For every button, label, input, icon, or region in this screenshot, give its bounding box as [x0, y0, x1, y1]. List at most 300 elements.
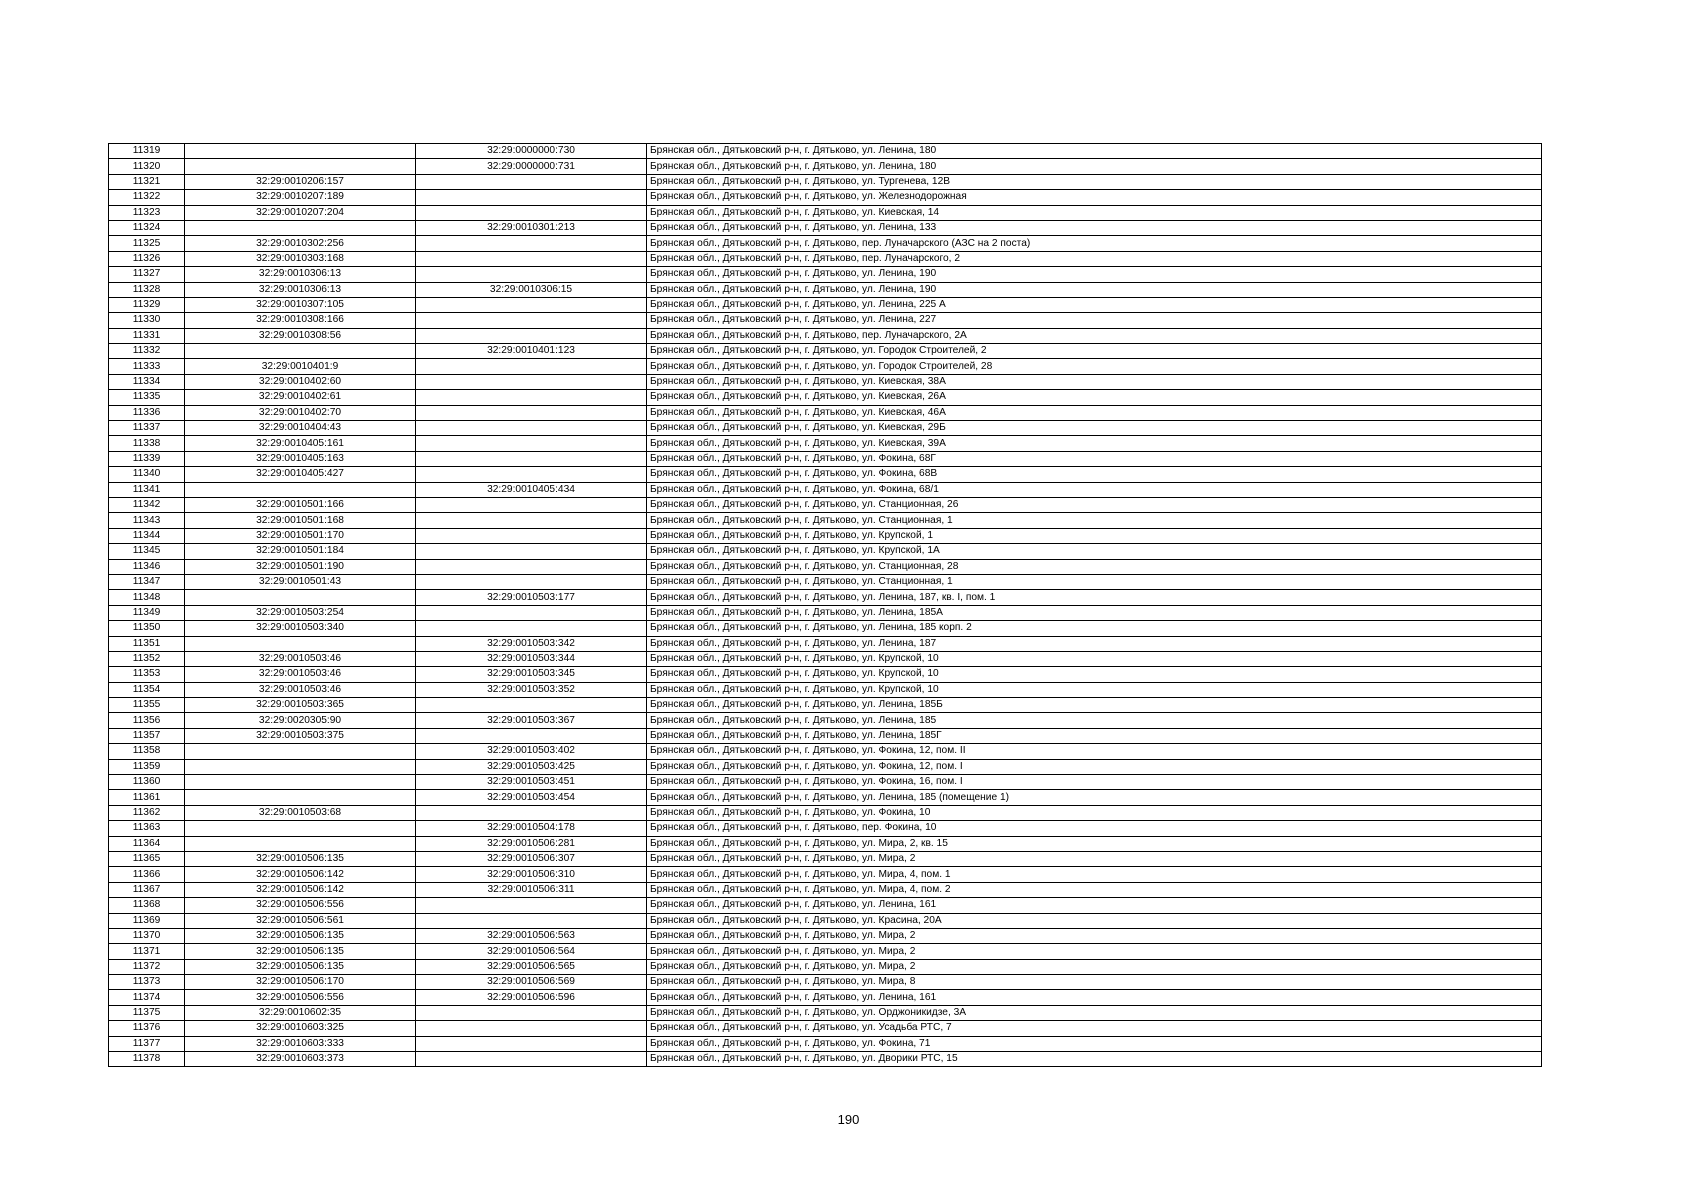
- table-row: [109, 436, 1542, 451]
- cadastral-number-cell: [185, 744, 416, 759]
- row-number-cell: 11366: [109, 867, 185, 882]
- related-cadastral-number-cell: [416, 528, 647, 543]
- row-number-cell: 11320: [109, 159, 185, 174]
- row-number-cell: 11354: [109, 682, 185, 697]
- table-row: [109, 374, 1542, 389]
- address-cell: Брянская обл., Дятьковский р-н, г. Дятьково, ул. Крупской, 1А: [647, 544, 1542, 559]
- table-row: [109, 528, 1542, 543]
- table-row: [109, 359, 1542, 374]
- related-cadastral-number-cell: [416, 898, 647, 913]
- cadastral-number-cell: 32:29:0010405:163: [185, 451, 416, 466]
- table-row: [109, 651, 1542, 666]
- cadastral-number-cell: 32:29:0010405:427: [185, 467, 416, 482]
- related-cadastral-number-cell: [416, 436, 647, 451]
- related-cadastral-number-cell: [416, 451, 647, 466]
- cadastral-number-cell: 32:29:0010503:46: [185, 667, 416, 682]
- address-cell: Брянская обл., Дятьковский р-н, г. Дятьково, ул. Станционная, 1: [647, 574, 1542, 589]
- cadastral-number-cell: 32:29:0010207:189: [185, 190, 416, 205]
- related-cadastral-number-cell: [416, 728, 647, 743]
- related-cadastral-number-cell: [416, 405, 647, 420]
- cadastral-number-cell: 32:29:0010506:556: [185, 990, 416, 1005]
- related-cadastral-number-cell: 32:29:0010503:352: [416, 682, 647, 697]
- address-cell: Брянская обл., Дятьковский р-н, г. Дятьково, ул. Ленина, 185А: [647, 605, 1542, 620]
- cadastral-number-cell: 32:29:0020305:90: [185, 713, 416, 728]
- cadastral-number-cell: 32:29:0010302:256: [185, 236, 416, 251]
- cadastral-number-cell: 32:29:0010506:135: [185, 928, 416, 943]
- cadastral-number-cell: [185, 220, 416, 235]
- row-number-cell: 11335: [109, 390, 185, 405]
- address-cell: Брянская обл., Дятьковский р-н, г. Дятьково, ул. Станционная, 26: [647, 497, 1542, 512]
- cadastral-number-cell: 32:29:0010206:157: [185, 174, 416, 189]
- address-cell: Брянская обл., Дятьковский р-н, г. Дятьково, ул. Киевская, 14: [647, 205, 1542, 220]
- address-cell: Брянская обл., Дятьковский р-н, г. Дятьково, ул. Ленина, 225 А: [647, 297, 1542, 312]
- table-row: [109, 851, 1542, 866]
- row-number-cell: 11322: [109, 190, 185, 205]
- related-cadastral-number-cell: 32:29:0010405:434: [416, 482, 647, 497]
- row-number-cell: 11372: [109, 959, 185, 974]
- address-cell: Брянская обл., Дятьковский р-н, г. Дятьково, ул. Дворики РТС, 15: [647, 1052, 1542, 1067]
- table-row: [109, 836, 1542, 851]
- row-number-cell: 11334: [109, 374, 185, 389]
- address-cell: Брянская обл., Дятьковский р-н, г. Дятьково, пер. Луначарского (АЗС на 2 поста): [647, 236, 1542, 251]
- cadastral-number-cell: 32:29:0010501:43: [185, 574, 416, 589]
- cadastral-number-cell: 32:29:0010503:375: [185, 728, 416, 743]
- cadastral-number-cell: 32:29:0010506:556: [185, 898, 416, 913]
- address-cell: Брянская обл., Дятьковский р-н, г. Дятьково, ул. Ленина, 185Г: [647, 728, 1542, 743]
- address-cell: Брянская обл., Дятьковский р-н, г. Дятьково, ул. Мира, 4, пом. 1: [647, 867, 1542, 882]
- cadastral-number-cell: 32:29:0010307:105: [185, 297, 416, 312]
- table-row: [109, 867, 1542, 882]
- address-cell: Брянская обл., Дятьковский р-н, г. Дятьково, ул. Ленина, 187, кв. I, пом. 1: [647, 590, 1542, 605]
- cadastral-number-cell: [185, 775, 416, 790]
- row-number-cell: 11345: [109, 544, 185, 559]
- cadastral-number-cell: 32:29:0010506:135: [185, 959, 416, 974]
- table-row: [109, 805, 1542, 820]
- table-row: [109, 559, 1542, 574]
- related-cadastral-number-cell: [416, 621, 647, 636]
- related-cadastral-number-cell: 32:29:0010301:213: [416, 220, 647, 235]
- row-number-cell: 11361: [109, 790, 185, 805]
- row-number-cell: 11324: [109, 220, 185, 235]
- related-cadastral-number-cell: [416, 190, 647, 205]
- related-cadastral-number-cell: 32:29:0010503:425: [416, 759, 647, 774]
- table-row: [109, 1036, 1542, 1051]
- related-cadastral-number-cell: 32:29:0010506:563: [416, 928, 647, 943]
- table-row: [109, 390, 1542, 405]
- address-cell: Брянская обл., Дятьковский р-н, г. Дятьково, пер. Луначарского, 2А: [647, 328, 1542, 343]
- registry-table: [108, 143, 1542, 1067]
- cadastral-number-cell: 32:29:0010402:60: [185, 374, 416, 389]
- related-cadastral-number-cell: [416, 174, 647, 189]
- related-cadastral-number-cell: 32:29:0010503:451: [416, 775, 647, 790]
- table-row: [109, 174, 1542, 189]
- row-number-cell: 11325: [109, 236, 185, 251]
- table-row: [109, 928, 1542, 943]
- address-cell: Брянская обл., Дятьковский р-н, г. Дятьково, ул. Ленина, 185: [647, 713, 1542, 728]
- cadastral-number-cell: [185, 144, 416, 159]
- cadastral-number-cell: [185, 836, 416, 851]
- related-cadastral-number-cell: 32:29:0010506:565: [416, 959, 647, 974]
- row-number-cell: 11327: [109, 267, 185, 282]
- row-number-cell: 11349: [109, 605, 185, 620]
- address-cell: Брянская обл., Дятьковский р-н, г. Дятьково, ул. Киевская, 46А: [647, 405, 1542, 420]
- table-row: [109, 728, 1542, 743]
- related-cadastral-number-cell: [416, 1036, 647, 1051]
- row-number-cell: 11358: [109, 744, 185, 759]
- address-cell: Брянская обл., Дятьковский р-н, г. Дятьково, ул. Ленина, 185 корп. 2: [647, 621, 1542, 636]
- table-row: [109, 821, 1542, 836]
- related-cadastral-number-cell: [416, 1021, 647, 1036]
- row-number-cell: 11359: [109, 759, 185, 774]
- cadastral-number-cell: 32:29:0010306:13: [185, 282, 416, 297]
- related-cadastral-number-cell: [416, 497, 647, 512]
- table-row: [109, 744, 1542, 759]
- table-row: [109, 590, 1542, 605]
- related-cadastral-number-cell: [416, 513, 647, 528]
- table-row: [109, 251, 1542, 266]
- table-row: [109, 574, 1542, 589]
- row-number-cell: 11329: [109, 297, 185, 312]
- row-number-cell: 11323: [109, 205, 185, 220]
- cadastral-number-cell: 32:29:0010506:170: [185, 975, 416, 990]
- cadastral-number-cell: 32:29:0010501:184: [185, 544, 416, 559]
- cadastral-number-cell: [185, 821, 416, 836]
- cadastral-number-cell: 32:29:0010402:61: [185, 390, 416, 405]
- related-cadastral-number-cell: [416, 913, 647, 928]
- related-cadastral-number-cell: 32:29:0010503:454: [416, 790, 647, 805]
- cadastral-number-cell: 32:29:0010503:68: [185, 805, 416, 820]
- table-body: [109, 144, 1542, 1067]
- cadastral-number-cell: 32:29:0010506:135: [185, 944, 416, 959]
- address-cell: Брянская обл., Дятьковский р-н, г. Дятьково, ул. Городок Строителей, 2: [647, 344, 1542, 359]
- row-number-cell: 11373: [109, 975, 185, 990]
- cadastral-number-cell: 32:29:0010207:204: [185, 205, 416, 220]
- table-row: [109, 759, 1542, 774]
- row-number-cell: 11356: [109, 713, 185, 728]
- related-cadastral-number-cell: [416, 544, 647, 559]
- related-cadastral-number-cell: 32:29:0010506:281: [416, 836, 647, 851]
- cadastral-number-cell: 32:29:0010501:190: [185, 559, 416, 574]
- table-row: [109, 990, 1542, 1005]
- address-cell: Брянская обл., Дятьковский р-н, г. Дятьково, ул. Ленина, 227: [647, 313, 1542, 328]
- related-cadastral-number-cell: [416, 359, 647, 374]
- row-number-cell: 11321: [109, 174, 185, 189]
- row-number-cell: 11364: [109, 836, 185, 851]
- address-cell: Брянская обл., Дятьковский р-н, г. Дятьково, ул. Городок Строителей, 28: [647, 359, 1542, 374]
- table-row: [109, 267, 1542, 282]
- table-row: [109, 713, 1542, 728]
- cadastral-number-cell: 32:29:0010506:561: [185, 913, 416, 928]
- address-cell: Брянская обл., Дятьковский р-н, г. Дятьково, ул. Ленина, 190: [647, 282, 1542, 297]
- related-cadastral-number-cell: [416, 374, 647, 389]
- cadastral-number-cell: [185, 482, 416, 497]
- row-number-cell: 11340: [109, 467, 185, 482]
- address-cell: Брянская обл., Дятьковский р-н, г. Дятьково, ул. Киевская, 26А: [647, 390, 1542, 405]
- row-number-cell: 11353: [109, 667, 185, 682]
- row-number-cell: 11337: [109, 421, 185, 436]
- related-cadastral-number-cell: 32:29:0010306:15: [416, 282, 647, 297]
- table-row: [109, 698, 1542, 713]
- address-cell: Брянская обл., Дятьковский р-н, г. Дятьково, ул. Красина, 20А: [647, 913, 1542, 928]
- address-cell: Брянская обл., Дятьковский р-н, г. Дятьково, ул. Мира, 8: [647, 975, 1542, 990]
- related-cadastral-number-cell: 32:29:0010503:402: [416, 744, 647, 759]
- cadastral-number-cell: 32:29:0010506:135: [185, 851, 416, 866]
- address-cell: Брянская обл., Дятьковский р-н, г. Дятьково, ул. Фокина, 71: [647, 1036, 1542, 1051]
- related-cadastral-number-cell: [416, 698, 647, 713]
- row-number-cell: 11319: [109, 144, 185, 159]
- related-cadastral-number-cell: [416, 297, 647, 312]
- address-cell: Брянская обл., Дятьковский р-н, г. Дятьково, ул. Мира, 4, пом. 2: [647, 882, 1542, 897]
- cadastral-number-cell: 32:29:0010603:333: [185, 1036, 416, 1051]
- address-cell: Брянская обл., Дятьковский р-н, г. Дятьково, ул. Фокина, 68/1: [647, 482, 1542, 497]
- table-row: [109, 1005, 1542, 1020]
- row-number-cell: 11363: [109, 821, 185, 836]
- row-number-cell: 11347: [109, 574, 185, 589]
- cadastral-number-cell: 32:29:0010404:43: [185, 421, 416, 436]
- table-row: [109, 975, 1542, 990]
- related-cadastral-number-cell: 32:29:0000000:730: [416, 144, 647, 159]
- table-row: [109, 421, 1542, 436]
- related-cadastral-number-cell: 32:29:0010506:596: [416, 990, 647, 1005]
- cadastral-number-cell: 32:29:0010306:13: [185, 267, 416, 282]
- address-cell: Брянская обл., Дятьковский р-н, г. Дятьково, ул. Киевская, 38А: [647, 374, 1542, 389]
- address-cell: Брянская обл., Дятьковский р-н, г. Дятьково, ул. Ленина, 161: [647, 990, 1542, 1005]
- table-row: [109, 913, 1542, 928]
- address-cell: Брянская обл., Дятьковский р-н, г. Дятьково, ул. Ленина, 185Б: [647, 698, 1542, 713]
- row-number-cell: 11336: [109, 405, 185, 420]
- table-row: [109, 220, 1542, 235]
- page-number: 190: [837, 1112, 860, 1127]
- address-cell: Брянская обл., Дятьковский р-н, г. Дятьково, пер. Фокина, 10: [647, 821, 1542, 836]
- cadastral-number-cell: 32:29:0010501:166: [185, 497, 416, 512]
- address-cell: Брянская обл., Дятьковский р-н, г. Дятьково, ул. Фокина, 10: [647, 805, 1542, 820]
- cadastral-number-cell: 32:29:0010602:35: [185, 1005, 416, 1020]
- cadastral-number-cell: 32:29:0010603:325: [185, 1021, 416, 1036]
- row-number-cell: 11368: [109, 898, 185, 913]
- cadastral-number-cell: 32:29:0010506:142: [185, 882, 416, 897]
- related-cadastral-number-cell: 32:29:0010506:569: [416, 975, 647, 990]
- related-cadastral-number-cell: [416, 267, 647, 282]
- table-row: [109, 297, 1542, 312]
- table-row: [109, 682, 1542, 697]
- address-cell: Брянская обл., Дятьковский р-н, г. Дятьково, ул. Мира, 2: [647, 851, 1542, 866]
- address-cell: Брянская обл., Дятьковский р-н, г. Дятьково, ул. Усадьба РТС, 7: [647, 1021, 1542, 1036]
- address-cell: Брянская обл., Дятьковский р-н, г. Дятьково, ул. Крупской, 10: [647, 682, 1542, 697]
- related-cadastral-number-cell: 32:29:0010503:367: [416, 713, 647, 728]
- related-cadastral-number-cell: [416, 1005, 647, 1020]
- table-row: [109, 513, 1542, 528]
- table-row: [109, 544, 1542, 559]
- related-cadastral-number-cell: [416, 236, 647, 251]
- table-row: [109, 790, 1542, 805]
- related-cadastral-number-cell: [416, 559, 647, 574]
- row-number-cell: 11362: [109, 805, 185, 820]
- row-number-cell: 11351: [109, 636, 185, 651]
- table-row: [109, 313, 1542, 328]
- row-number-cell: 11357: [109, 728, 185, 743]
- row-number-cell: 11374: [109, 990, 185, 1005]
- table-row: [109, 328, 1542, 343]
- related-cadastral-number-cell: 32:29:0010506:307: [416, 851, 647, 866]
- cadastral-number-cell: 32:29:0010303:168: [185, 251, 416, 266]
- cadastral-number-cell: [185, 790, 416, 805]
- table-row: [109, 405, 1542, 420]
- table-row: [109, 467, 1542, 482]
- address-cell: Брянская обл., Дятьковский р-н, г. Дятьково, ул. Железнодорожная: [647, 190, 1542, 205]
- table-row: [109, 775, 1542, 790]
- table-row: [109, 959, 1542, 974]
- address-cell: Брянская обл., Дятьковский р-н, г. Дятьково, ул. Ленина, 185 (помещение 1): [647, 790, 1542, 805]
- table-row: [109, 636, 1542, 651]
- row-number-cell: 11332: [109, 344, 185, 359]
- cadastral-number-cell: 32:29:0010603:373: [185, 1052, 416, 1067]
- row-number-cell: 11367: [109, 882, 185, 897]
- cadastral-number-cell: 32:29:0010501:168: [185, 513, 416, 528]
- table-row: [109, 621, 1542, 636]
- table-row: [109, 205, 1542, 220]
- related-cadastral-number-cell: [416, 390, 647, 405]
- row-number-cell: 11370: [109, 928, 185, 943]
- cadastral-number-cell: [185, 636, 416, 651]
- related-cadastral-number-cell: 32:29:0010506:311: [416, 882, 647, 897]
- table-row: [109, 236, 1542, 251]
- row-number-cell: 11326: [109, 251, 185, 266]
- address-cell: Брянская обл., Дятьковский р-н, г. Дятьково, ул. Ленина, 133: [647, 220, 1542, 235]
- row-number-cell: 11375: [109, 1005, 185, 1020]
- related-cadastral-number-cell: [416, 313, 647, 328]
- row-number-cell: 11369: [109, 913, 185, 928]
- related-cadastral-number-cell: [416, 1052, 647, 1067]
- table-row: [109, 944, 1542, 959]
- row-number-cell: 11346: [109, 559, 185, 574]
- address-cell: Брянская обл., Дятьковский р-н, г. Дятьково, ул. Орджоникидзе, 3А: [647, 1005, 1542, 1020]
- address-cell: Брянская обл., Дятьковский р-н, г. Дятьково, пер. Луначарского, 2: [647, 251, 1542, 266]
- cadastral-number-cell: [185, 344, 416, 359]
- address-cell: Брянская обл., Дятьковский р-н, г. Дятьково, ул. Мира, 2: [647, 944, 1542, 959]
- row-number-cell: 11365: [109, 851, 185, 866]
- row-number-cell: 11331: [109, 328, 185, 343]
- row-number-cell: 11339: [109, 451, 185, 466]
- table-row: [109, 1052, 1542, 1067]
- row-number-cell: 11350: [109, 621, 185, 636]
- row-number-cell: 11341: [109, 482, 185, 497]
- row-number-cell: 11352: [109, 651, 185, 666]
- table-row: [109, 482, 1542, 497]
- related-cadastral-number-cell: 32:29:0010503:177: [416, 590, 647, 605]
- related-cadastral-number-cell: 32:29:0000000:731: [416, 159, 647, 174]
- cadastral-number-cell: [185, 159, 416, 174]
- table-row: [109, 344, 1542, 359]
- table-row: [109, 667, 1542, 682]
- table-row: [109, 898, 1542, 913]
- row-number-cell: 11344: [109, 528, 185, 543]
- row-number-cell: 11333: [109, 359, 185, 374]
- address-cell: Брянская обл., Дятьковский р-н, г. Дятьково, ул. Мира, 2, кв. 15: [647, 836, 1542, 851]
- cadastral-number-cell: 32:29:0010308:56: [185, 328, 416, 343]
- cadastral-number-cell: 32:29:0010501:170: [185, 528, 416, 543]
- table-row: [109, 451, 1542, 466]
- cadastral-number-cell: 32:29:0010503:254: [185, 605, 416, 620]
- cadastral-number-cell: 32:29:0010506:142: [185, 867, 416, 882]
- related-cadastral-number-cell: [416, 467, 647, 482]
- row-number-cell: 11328: [109, 282, 185, 297]
- cadastral-number-cell: 32:29:0010401:9: [185, 359, 416, 374]
- address-cell: Брянская обл., Дятьковский р-н, г. Дятьково, ул. Мира, 2: [647, 928, 1542, 943]
- address-cell: Брянская обл., Дятьковский р-н, г. Дятьково, ул. Ленина, 180: [647, 144, 1542, 159]
- table-row: [109, 605, 1542, 620]
- related-cadastral-number-cell: 32:29:0010503:345: [416, 667, 647, 682]
- related-cadastral-number-cell: 32:29:0010401:123: [416, 344, 647, 359]
- related-cadastral-number-cell: [416, 574, 647, 589]
- cadastral-number-cell: [185, 590, 416, 605]
- address-cell: Брянская обл., Дятьковский р-н, г. Дятьково, ул. Ленина, 180: [647, 159, 1542, 174]
- cadastral-number-cell: 32:29:0010402:70: [185, 405, 416, 420]
- related-cadastral-number-cell: [416, 328, 647, 343]
- table-row: [109, 190, 1542, 205]
- address-cell: Брянская обл., Дятьковский р-н, г. Дятьково, ул. Ленина, 190: [647, 267, 1542, 282]
- cadastral-number-cell: [185, 759, 416, 774]
- address-cell: Брянская обл., Дятьковский р-н, г. Дятьково, ул. Ленина, 161: [647, 898, 1542, 913]
- table-row: [109, 497, 1542, 512]
- related-cadastral-number-cell: [416, 421, 647, 436]
- related-cadastral-number-cell: 32:29:0010504:178: [416, 821, 647, 836]
- address-cell: Брянская обл., Дятьковский р-н, г. Дятьково, ул. Фокина, 12, пом. I: [647, 759, 1542, 774]
- address-cell: Брянская обл., Дятьковский р-н, г. Дятьково, ул. Крупской, 1: [647, 528, 1542, 543]
- address-cell: Брянская обл., Дятьковский р-н, г. Дятьково, ул. Крупской, 10: [647, 667, 1542, 682]
- row-number-cell: 11360: [109, 775, 185, 790]
- address-cell: Брянская обл., Дятьковский р-н, г. Дятьково, ул. Крупской, 10: [647, 651, 1542, 666]
- cadastral-number-cell: 32:29:0010503:46: [185, 682, 416, 697]
- address-cell: Брянская обл., Дятьковский р-н, г. Дятьково, ул. Станционная, 1: [647, 513, 1542, 528]
- row-number-cell: 11376: [109, 1021, 185, 1036]
- related-cadastral-number-cell: [416, 205, 647, 220]
- address-cell: Брянская обл., Дятьковский р-н, г. Дятьково, ул. Киевская, 39А: [647, 436, 1542, 451]
- address-cell: Брянская обл., Дятьковский р-н, г. Дятьково, ул. Станционная, 28: [647, 559, 1542, 574]
- row-number-cell: 11343: [109, 513, 185, 528]
- address-cell: Брянская обл., Дятьковский р-н, г. Дятьково, ул. Тургенева, 12В: [647, 174, 1542, 189]
- table-row: [109, 144, 1542, 159]
- row-number-cell: 11330: [109, 313, 185, 328]
- row-number-cell: 11371: [109, 944, 185, 959]
- related-cadastral-number-cell: 32:29:0010503:344: [416, 651, 647, 666]
- related-cadastral-number-cell: 32:29:0010506:310: [416, 867, 647, 882]
- cadastral-number-cell: 32:29:0010503:46: [185, 651, 416, 666]
- cadastral-number-cell: 32:29:0010405:161: [185, 436, 416, 451]
- row-number-cell: 11355: [109, 698, 185, 713]
- table-row: [109, 282, 1542, 297]
- row-number-cell: 11338: [109, 436, 185, 451]
- address-cell: Брянская обл., Дятьковский р-н, г. Дятьково, ул. Фокина, 68Г: [647, 451, 1542, 466]
- address-cell: Брянская обл., Дятьковский р-н, г. Дятьково, ул. Фокина, 12, пом. II: [647, 744, 1542, 759]
- address-cell: Брянская обл., Дятьковский р-н, г. Дятьково, ул. Мира, 2: [647, 959, 1542, 974]
- address-cell: Брянская обл., Дятьковский р-н, г. Дятьково, ул. Ленина, 187: [647, 636, 1542, 651]
- address-cell: Брянская обл., Дятьковский р-н, г. Дятьково, ул. Киевская, 29Б: [647, 421, 1542, 436]
- related-cadastral-number-cell: 32:29:0010503:342: [416, 636, 647, 651]
- row-number-cell: 11377: [109, 1036, 185, 1051]
- related-cadastral-number-cell: [416, 251, 647, 266]
- related-cadastral-number-cell: [416, 605, 647, 620]
- address-cell: Брянская обл., Дятьковский р-н, г. Дятьково, ул. Фокина, 68В: [647, 467, 1542, 482]
- row-number-cell: 11342: [109, 497, 185, 512]
- table-row: [109, 882, 1542, 897]
- table-row: [109, 1021, 1542, 1036]
- related-cadastral-number-cell: [416, 805, 647, 820]
- address-cell: Брянская обл., Дятьковский р-н, г. Дятьково, ул. Фокина, 16, пом. I: [647, 775, 1542, 790]
- related-cadastral-number-cell: 32:29:0010506:564: [416, 944, 647, 959]
- row-number-cell: 11348: [109, 590, 185, 605]
- cadastral-number-cell: 32:29:0010503:365: [185, 698, 416, 713]
- cadastral-number-cell: 32:29:0010308:166: [185, 313, 416, 328]
